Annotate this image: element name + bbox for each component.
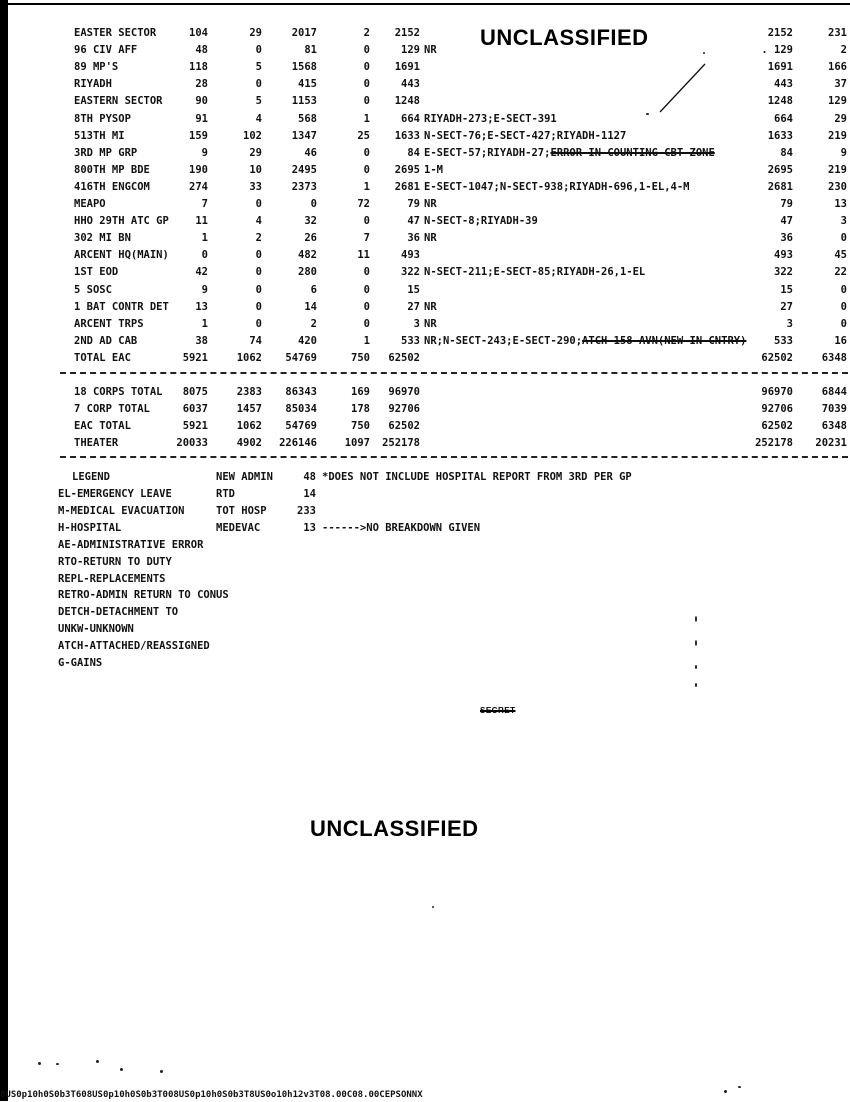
value-c1: 38 xyxy=(195,334,208,347)
value-c3: 32 xyxy=(304,215,317,228)
value-c1: 8075 xyxy=(182,386,208,398)
stat-note: *DOES NOT INCLUDE HOSPITAL REPORT FROM 3RD PER GP xyxy=(322,471,632,483)
value-c4: 1097 xyxy=(344,437,370,449)
value-c1: 7 xyxy=(201,198,208,210)
value-c5: 252178 xyxy=(382,437,420,449)
value-c3: 2 xyxy=(310,317,317,330)
unit-name: 8TH PYSOP xyxy=(74,112,131,125)
stat-value: 48 xyxy=(303,471,316,483)
value-r1: 36 xyxy=(780,232,793,245)
value-c3: 1568 xyxy=(291,61,317,74)
remarks: 1-M xyxy=(424,163,443,176)
unit-name: EAC TOTAL xyxy=(74,420,131,432)
value-c1: 42 xyxy=(195,266,208,279)
value-c3: 85034 xyxy=(285,403,317,415)
remarks: N-SECT-211;E-SECT-85;RIYADH-26,1-EL xyxy=(424,266,646,279)
value-r2: 166 xyxy=(828,61,847,74)
value-c2: 74 xyxy=(249,334,262,347)
value-c1: 190 xyxy=(189,163,208,176)
value-r1: 92706 xyxy=(761,403,793,415)
value-c4: 0 xyxy=(363,215,370,228)
value-c4: 11 xyxy=(357,249,370,262)
scan-speck xyxy=(703,52,705,54)
unit-name: 1 BAT CONTR DET xyxy=(74,300,169,313)
unit-name: ARCENT HQ(MAIN) xyxy=(74,249,169,262)
value-c4: 0 xyxy=(363,61,370,74)
value-c5: 443 xyxy=(401,78,420,91)
unit-name: 2ND AD CAB xyxy=(74,334,138,347)
value-c2: 0 xyxy=(255,317,262,330)
value-c4: 0 xyxy=(363,146,370,159)
scan-speck xyxy=(695,665,697,669)
stat-label: MEDEVAC xyxy=(216,522,261,534)
value-c3: 6 xyxy=(310,283,317,296)
scan-left-edge xyxy=(0,0,8,1101)
value-c3: 280 xyxy=(298,266,317,279)
value-r1: . 129 xyxy=(761,44,793,57)
remarks: NR xyxy=(424,232,437,245)
value-c3: 54769 xyxy=(285,420,317,432)
value-c5: 1633 xyxy=(394,129,420,142)
value-r1: 27 xyxy=(780,300,793,313)
value-r2: 29 xyxy=(834,112,847,125)
remarks: RIYADH-273;E-SECT-391 xyxy=(424,112,557,125)
value-r1: 47 xyxy=(780,215,793,228)
separator-line xyxy=(60,372,848,374)
value-r1: 2152 xyxy=(767,27,793,39)
scan-speck xyxy=(695,683,697,687)
legend-item: EL-EMERGENCY LEAVE xyxy=(58,488,172,500)
stat-label: NEW ADMIN xyxy=(216,471,273,483)
value-c4: 2 xyxy=(363,27,370,39)
value-r1: 322 xyxy=(774,266,793,279)
value-r2: 3 xyxy=(840,215,847,228)
value-c1: 20033 xyxy=(176,437,208,449)
value-c5: 47 xyxy=(407,215,420,228)
value-c2: 0 xyxy=(255,249,262,262)
classification-stamp-top: UNCLASSIFIED xyxy=(480,25,649,50)
value-c1: 159 xyxy=(189,129,208,142)
scan-speck xyxy=(432,906,434,908)
value-r1: 443 xyxy=(774,78,793,91)
value-c5: 664 xyxy=(401,112,420,125)
value-c1: 13 xyxy=(195,300,208,313)
value-c2: 0 xyxy=(255,300,262,313)
value-r1: 493 xyxy=(774,249,793,262)
value-c1: 28 xyxy=(195,78,208,91)
value-r1: 2681 xyxy=(767,180,793,193)
unit-name: 89 MP'S xyxy=(74,61,119,74)
value-r1: 2695 xyxy=(767,163,793,176)
value-c2: 5 xyxy=(255,95,262,108)
value-c2: 2383 xyxy=(236,386,262,398)
value-c1: 48 xyxy=(195,44,208,57)
remarks: N-SECT-8;RIYADH-39 xyxy=(424,215,538,228)
unit-name: MEAPO xyxy=(74,198,106,210)
legend-heading: LEGEND xyxy=(72,471,110,483)
value-r1: 1248 xyxy=(767,95,793,108)
unit-name: RIYADH xyxy=(74,78,112,91)
unit-name: THEATER xyxy=(74,437,119,449)
unit-name: TOTAL EAC xyxy=(74,351,131,364)
value-c3: 420 xyxy=(298,334,317,347)
value-c5: 2681 xyxy=(394,180,420,193)
unit-name: 302 MI BN xyxy=(74,232,131,245)
value-c5: 15 xyxy=(407,283,420,296)
value-c4: 0 xyxy=(363,163,370,176)
value-c3: 226146 xyxy=(279,437,317,449)
value-c2: 0 xyxy=(255,198,262,210)
scan-speck xyxy=(695,616,697,622)
value-c5: 96970 xyxy=(388,386,420,398)
value-r2: 9 xyxy=(840,146,847,159)
value-c2: 4902 xyxy=(236,437,262,449)
value-c2: 0 xyxy=(255,78,262,91)
remarks: NR xyxy=(424,198,437,210)
value-c5: 322 xyxy=(401,266,420,279)
value-c5: 2152 xyxy=(394,27,420,39)
unit-name: HHO 29TH ATC GP xyxy=(74,215,169,228)
remarks: NR xyxy=(424,317,437,330)
pen-mark xyxy=(650,60,710,120)
value-c5: 2695 xyxy=(394,163,420,176)
scan-speck xyxy=(724,1090,727,1093)
value-c4: 0 xyxy=(363,78,370,91)
remarks: E-SECT-1047;N-SECT-938;RIYADH-696,1-EL,4-M xyxy=(424,180,690,193)
legend-item: H-HOSPITAL xyxy=(58,521,122,534)
value-c4: 0 xyxy=(363,317,370,330)
value-c4: 1 xyxy=(363,112,370,125)
value-c3: 2373 xyxy=(291,180,317,193)
value-c1: 1 xyxy=(201,317,208,330)
value-c5: 1691 xyxy=(394,61,420,74)
value-r2: 0 xyxy=(840,317,847,330)
value-c5: 493 xyxy=(401,249,420,262)
value-r2: 37 xyxy=(834,78,847,91)
value-c3: 14 xyxy=(304,300,317,313)
value-r1: 3 xyxy=(786,317,793,330)
value-c4: 72 xyxy=(357,198,370,210)
value-c5: 62502 xyxy=(388,420,420,432)
scan-speck xyxy=(96,1060,99,1063)
unit-name: 800TH MP BDE xyxy=(74,163,150,176)
value-r2: 0 xyxy=(840,283,847,296)
value-r1: 62502 xyxy=(761,420,793,432)
value-r1: 84 xyxy=(780,146,793,159)
value-r2: 6348 xyxy=(821,420,847,432)
classification-stamp-bottom: UNCLASSIFIED xyxy=(310,816,479,841)
value-c4: 0 xyxy=(363,95,370,108)
remarks-struck: ATCH 158 AVN(NEW IN CNTRY) xyxy=(582,334,747,347)
footer-code: 8US0p10h0S0b3T608US0p10h0S0b3T008US0p10h0S0b3T8US0o10h12v3T08.00C08.00CEPSONNX xyxy=(0,1090,423,1100)
value-c4: 0 xyxy=(363,44,370,57)
value-c2: 5 xyxy=(255,61,262,74)
value-c1: 0 xyxy=(201,249,208,262)
value-r2: 7039 xyxy=(821,403,847,415)
value-c2: 29 xyxy=(249,146,262,159)
value-r2: 129 xyxy=(828,95,847,108)
scan-top-edge xyxy=(0,3,850,5)
value-c1: 91 xyxy=(195,112,208,125)
value-c3: 482 xyxy=(298,249,317,262)
remarks: N-SECT-76;E-SECT-427;RIYADH-1127 xyxy=(424,129,627,142)
value-c2: 102 xyxy=(243,129,262,142)
value-c5: 62502 xyxy=(388,351,420,364)
stat-value: 13 xyxy=(303,522,316,534)
scan-speck xyxy=(120,1068,123,1071)
unit-name: 3RD MP GRP xyxy=(74,146,138,159)
separator-line xyxy=(60,456,848,458)
value-c2: 4 xyxy=(255,112,262,125)
value-c5: 533 xyxy=(401,334,420,347)
value-c2: 0 xyxy=(255,283,262,296)
value-r1: 62502 xyxy=(761,351,793,364)
value-c4: 169 xyxy=(351,386,370,398)
value-c4: 25 xyxy=(357,129,370,142)
value-r2: 2 xyxy=(840,44,847,57)
legend-item: M-MEDICAL EVACUATION xyxy=(58,504,185,517)
scan-speck xyxy=(56,1063,59,1065)
value-r2: 0 xyxy=(840,232,847,245)
value-c1: 5921 xyxy=(182,420,208,432)
unit-name: 513TH MI xyxy=(74,129,125,142)
value-c3: 54769 xyxy=(285,351,317,364)
value-c1: 274 xyxy=(189,180,208,193)
value-c4: 750 xyxy=(351,351,370,364)
value-c3: 81 xyxy=(304,44,317,57)
value-r2: 219 xyxy=(828,129,847,142)
legend-item: DETCH-DETACHMENT TO xyxy=(58,606,179,619)
value-r1: 252178 xyxy=(755,437,793,449)
stat-note: ------>NO BREAKDOWN GIVEN xyxy=(322,522,481,534)
value-c1: 11 xyxy=(195,215,208,228)
stat-label: TOT HOSP xyxy=(216,505,267,517)
value-r2: 230 xyxy=(828,180,847,193)
value-r2: 45 xyxy=(834,249,847,262)
stat-label: RTD xyxy=(216,488,235,500)
value-c3: 415 xyxy=(298,78,317,91)
value-r2: 13 xyxy=(834,198,847,210)
value-r2: 16 xyxy=(834,334,847,347)
value-r1: 664 xyxy=(774,112,793,125)
value-c1: 5921 xyxy=(182,351,208,364)
value-c2: 10 xyxy=(249,163,262,176)
value-c3: 2017 xyxy=(291,27,317,39)
value-c4: 1 xyxy=(363,180,370,193)
legend-item: REPL-REPLACEMENTS xyxy=(58,572,166,585)
value-c3: 0 xyxy=(310,198,317,210)
remarks: E-SECT-57;RIYADH-27;ERROR IN COUNTING CBT ZONE xyxy=(424,146,715,159)
value-c3: 2495 xyxy=(291,163,317,176)
value-r1: 79 xyxy=(780,198,793,210)
remarks: NR xyxy=(424,44,437,57)
value-c3: 26 xyxy=(304,232,317,245)
unit-name: EASTER SECTOR xyxy=(74,27,157,39)
value-c1: 104 xyxy=(189,27,208,39)
scan-speck xyxy=(738,1086,741,1088)
value-c2: 1457 xyxy=(236,403,262,415)
value-c1: 1 xyxy=(201,232,208,245)
value-r1: 96970 xyxy=(761,386,793,398)
value-c1: 118 xyxy=(189,61,208,74)
value-c1: 9 xyxy=(201,283,208,296)
legend-item: RETRO-ADMIN RETURN TO CONUS xyxy=(58,589,229,602)
value-r2: 20231 xyxy=(815,437,847,449)
value-c4: 0 xyxy=(363,283,370,296)
value-r1: 533 xyxy=(774,334,793,347)
unit-name: 7 CORP TOTAL xyxy=(74,403,150,415)
value-c4: 7 xyxy=(363,232,370,245)
value-r2: 219 xyxy=(828,163,847,176)
value-c2: 0 xyxy=(255,44,262,57)
unit-name: 1ST EOD xyxy=(74,266,119,279)
value-r1: 1691 xyxy=(767,61,793,74)
value-c4: 178 xyxy=(351,403,370,415)
remarks-struck: ERROR IN COUNTING CBT ZONE xyxy=(550,146,715,159)
value-c5: 129 xyxy=(401,44,420,57)
value-c5: 92706 xyxy=(388,403,420,415)
legend-item: RTO-RETURN TO DUTY xyxy=(58,555,172,568)
scan-speck xyxy=(38,1062,41,1065)
value-c3: 1347 xyxy=(291,129,317,142)
value-c5: 3 xyxy=(413,317,420,330)
value-c4: 0 xyxy=(363,300,370,313)
scan-speck xyxy=(160,1070,163,1073)
value-c2: 29 xyxy=(249,27,262,39)
unit-name: 5 SOSC xyxy=(74,283,112,296)
unit-name: ARCENT TRPS xyxy=(74,317,144,330)
value-c2: 1062 xyxy=(236,420,262,432)
value-c1: 9 xyxy=(201,146,208,159)
value-c2: 4 xyxy=(255,215,262,228)
scan-speck xyxy=(695,640,697,646)
stat-value: 233 xyxy=(297,505,316,517)
value-c4: 750 xyxy=(351,420,370,432)
value-r2: 6348 xyxy=(821,351,847,364)
value-c2: 33 xyxy=(249,180,262,193)
value-c4: 0 xyxy=(363,266,370,279)
value-r1: 1633 xyxy=(767,129,793,142)
legend-item: UNKW-UNKNOWN xyxy=(58,623,134,636)
scan-speck xyxy=(646,113,649,115)
secret-marking: SECRET xyxy=(480,706,516,715)
value-c5: 36 xyxy=(407,232,420,245)
value-r2: 6844 xyxy=(821,386,847,398)
value-c4: 1 xyxy=(363,334,370,347)
legend-item: AE-ADMINISTRATIVE ERROR xyxy=(58,538,204,551)
value-c5: 79 xyxy=(407,198,420,210)
unit-name: EASTERN SECTOR xyxy=(74,95,163,108)
value-r1: 15 xyxy=(780,283,793,296)
value-c1: 90 xyxy=(195,95,208,108)
value-c5: 1248 xyxy=(394,95,420,108)
value-r2: 0 xyxy=(840,300,847,313)
value-c1: 6037 xyxy=(182,403,208,415)
stat-value: 14 xyxy=(303,488,316,500)
unit-name: 96 CIV AFF xyxy=(74,44,138,57)
legend-item: G-GAINS xyxy=(58,657,103,669)
remarks: NR xyxy=(424,300,437,313)
value-c3: 568 xyxy=(298,112,317,125)
value-c2: 0 xyxy=(255,266,262,279)
value-c5: 27 xyxy=(407,300,420,313)
value-c3: 46 xyxy=(304,146,317,159)
unit-name: 416TH ENGCOM xyxy=(74,180,150,193)
value-c3: 86343 xyxy=(285,386,317,398)
legend-item: ATCH-ATTACHED/REASSIGNED xyxy=(58,640,210,653)
value-c5: 84 xyxy=(407,146,420,159)
value-c2: 2 xyxy=(255,232,262,245)
unit-name: 18 CORPS TOTAL xyxy=(74,386,163,398)
value-c2: 1062 xyxy=(236,351,262,364)
value-c3: 1153 xyxy=(291,95,317,108)
remarks: NR;N-SECT-243;E-SECT-290;ATCH 158 AVN(NEW IN CNTRY) xyxy=(424,334,747,347)
value-r2: 22 xyxy=(834,266,847,279)
value-r2: 231 xyxy=(828,27,847,39)
